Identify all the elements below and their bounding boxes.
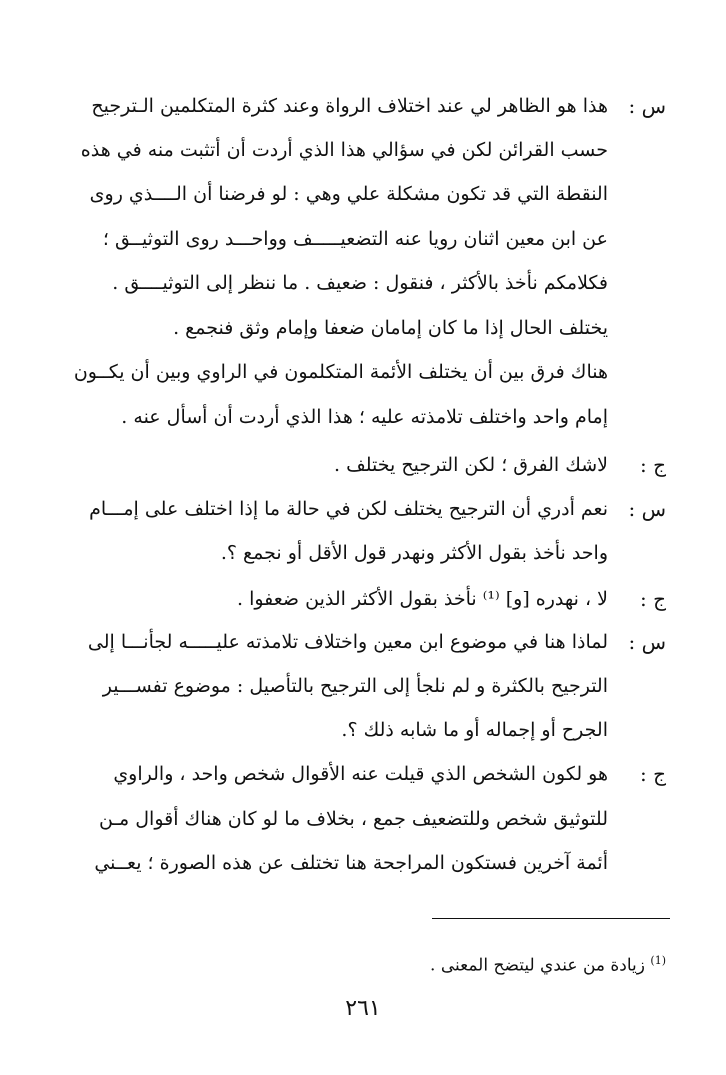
- text-line: أئمة آخرين فستكون المراجحة هنا تختلف عن هذه الصورة ؛ يعــني: [94, 852, 608, 874]
- text-line: لاشك الفرق ؛ لكن الترجيح يختلف .: [333, 454, 608, 476]
- text-line: حسب القرائن لكن في سؤالي هذا الذي أردت أن أتثبت منه في هذه: [80, 139, 608, 161]
- text-line: الجرح أو إجماله أو ما شابه ذلك ؟.: [341, 719, 608, 741]
- footnote: [430, 948, 666, 979]
- question-marker: س :: [628, 94, 666, 118]
- text-line: إمام واحد واختلف تلامذته عليه ؛ هذا الذي أردت أن أسأل عنه .: [121, 406, 608, 428]
- text-line: هذا هو الظاهر لي عند اختلاف الرواة وعند كثرة المتكلمين الـترجيح: [91, 95, 608, 117]
- question-marker: س :: [628, 497, 666, 521]
- question-marker: س :: [628, 630, 666, 654]
- text-line: يختلف الحال إذا ما كان إمامان ضعفا وإمام وثق فنجمع .: [173, 317, 608, 339]
- text-line: هناك فرق بين أن يختلف الأئمة المتكلمون في الراوي وبين أن يكــون: [73, 361, 608, 383]
- text-line: عن ابن معين اثنان رويا عنه التضعيـــــف وواحـــد روى التوثيــق ؛: [102, 228, 608, 250]
- answer-marker: ج :: [639, 587, 666, 611]
- text-line: الترجيح بالكثرة و لم نلجأ إلى الترجيح بالتأصيل : موضوع تفســـير: [102, 675, 608, 697]
- text-line: لا ، نهدره [و] ⁽¹⁾ نأخذ بقول الأكثر الذين ضعفوا .: [236, 588, 608, 610]
- text-line: نعم أدري أن الترجيح يختلف لكن في حالة ما إذا اختلف على إمـــام: [89, 498, 608, 520]
- text-line: واحد نأخذ بقول الأكثر ونهدر قول الأقل أو نجمع ؟.: [220, 542, 608, 564]
- footnote-separator: [432, 918, 670, 919]
- footnote-text: زيادة من عندي ليتضح المعنى .: [430, 955, 645, 976]
- text-line: النقطة التي قد تكون مشكلة علي وهي : لو فرضنا أن الــــذي روى: [89, 183, 608, 205]
- text-line: فكلامكم نأخذ بالأكثر ، فنقول : ضعيف . ما ننظر إلى التوثيــــق .: [112, 272, 608, 294]
- text-line: للتوثيق شخص وللتضعيف جمع ، بخلاف ما لو كان هناك أقوال مـن: [98, 808, 608, 830]
- text-line: هو لكون الشخص الذي قيلت عنه الأقوال شخص واحد ، والراوي: [113, 763, 608, 785]
- footnote-number: (1): [650, 954, 666, 967]
- answer-marker: ج :: [639, 453, 666, 477]
- answer-marker: ج :: [639, 762, 666, 786]
- text-line: لماذا هنا في موضوع ابن معين واختلاف تلامذته عليـــــه لجأنـــا إلى: [87, 631, 608, 653]
- page-number: ٢٦١: [345, 996, 381, 1021]
